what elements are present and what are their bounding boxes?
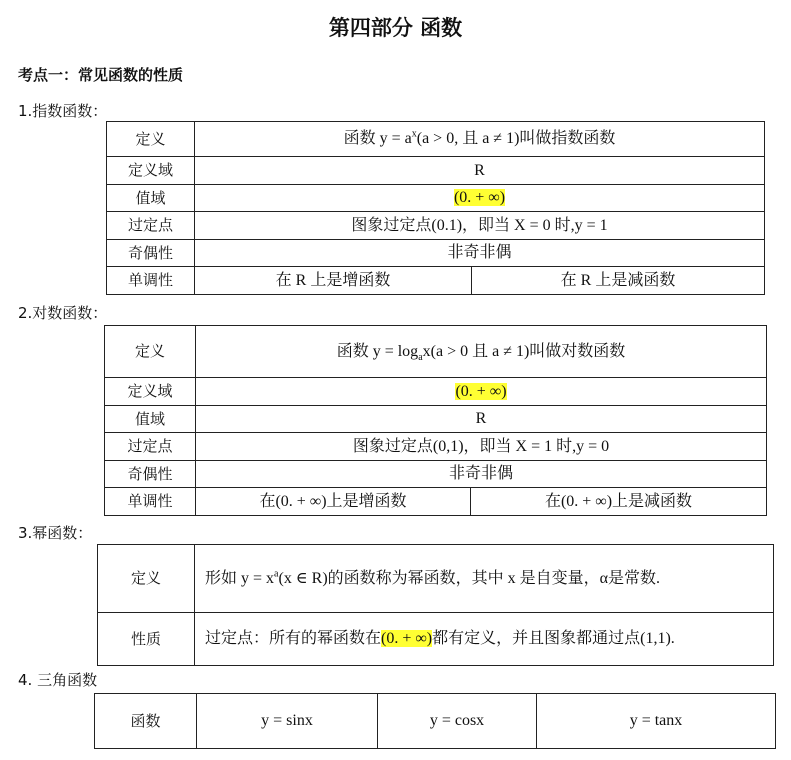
highlight: (0. + ∞) [455,382,507,400]
definition-cell: 函数 $y = a^x(a > 0$, 且 a ≠ 1)叫做指数函数 [195,122,765,157]
cos-cell: y = cosx [378,694,537,749]
row-label: 单调性 [105,488,196,516]
domain-cell: R [195,157,765,185]
domain-cell [196,378,767,406]
table-row [95,694,776,749]
exp-heading: 1.指数函数： [18,102,108,120]
pow-table [97,544,774,666]
table-row [105,326,767,378]
highlight: (0. + ∞) [381,630,433,648]
monotonic-left-cell: 在 R 上是增函数 [195,267,472,295]
tan-cell: y = tanx [537,694,776,749]
row-label: 定义 [105,326,196,378]
highlight: (0. + ∞) [453,189,506,207]
fixed-point-cell: 图象过定点(0,1)，即当 X = 1 时,y = 0 [196,433,767,461]
table-row [107,122,765,157]
trig-heading: 4. 三角函数 [18,671,98,689]
row-label: 奇偶性 [107,240,195,267]
row-label: 性质 [98,613,195,666]
trig-table [94,693,776,749]
page-title: 第四部分 函数 [328,16,463,40]
table-row [105,406,767,433]
table-row [105,433,767,461]
row-label: 定义 [107,122,195,157]
table-row [105,378,767,406]
table-row [107,185,765,212]
exp-table [106,121,765,295]
sin-cell: y = sinx [197,694,378,749]
row-label: 单调性 [107,267,195,295]
table-row [107,267,765,295]
row-label: 函数 [95,694,197,749]
range-cell [195,185,765,212]
definition-cell: 函数 $y = \log_ax(a > 0$ 且 a ≠ 1)叫做对数函数 [196,326,767,378]
parity-cell: 非奇非偶 [196,461,767,488]
property-cell: 过定点：所有的幂函数在(0. + ∞)都有定义，并且图象都通过点(1,1). [195,613,774,666]
row-label: 值域 [105,406,196,433]
parity-cell: 非奇非偶 [195,240,765,267]
log-heading: 2.对数函数： [18,304,108,322]
table-row [98,545,774,613]
log-table [104,325,767,516]
monotonic-left-cell: 在(0. + ∞)上是增函数 [196,488,471,516]
monotonic-right-cell: 在(0. + ∞)上是减函数 [471,488,767,516]
table-row [98,613,774,666]
row-label: 定义域 [107,157,195,185]
row-label: 过定点 [105,433,196,461]
row-label: 定义 [98,545,195,613]
row-label: 值域 [107,185,195,212]
row-label: 定义域 [105,378,196,406]
range-cell: R [196,406,767,433]
row-label: 过定点 [107,212,195,240]
table-row [107,240,765,267]
section-title: 考点一：常见函数的性质 [18,66,184,84]
table-row [107,157,765,185]
fixed-point-cell: 图象过定点(0.1)，即当 X = 0 时,y = 1 [195,212,765,240]
monotonic-right-cell: 在 R 上是减函数 [472,267,765,295]
table-row [105,461,767,488]
table-row [107,212,765,240]
table-row [105,488,767,516]
pow-heading: 3.幂函数： [18,524,93,542]
definition-cell: 形如 $y = x^a(x$ ∈ R)的函数称为幂函数，其中 x 是自变量，α是常数. [195,545,774,613]
row-label: 奇偶性 [105,461,196,488]
